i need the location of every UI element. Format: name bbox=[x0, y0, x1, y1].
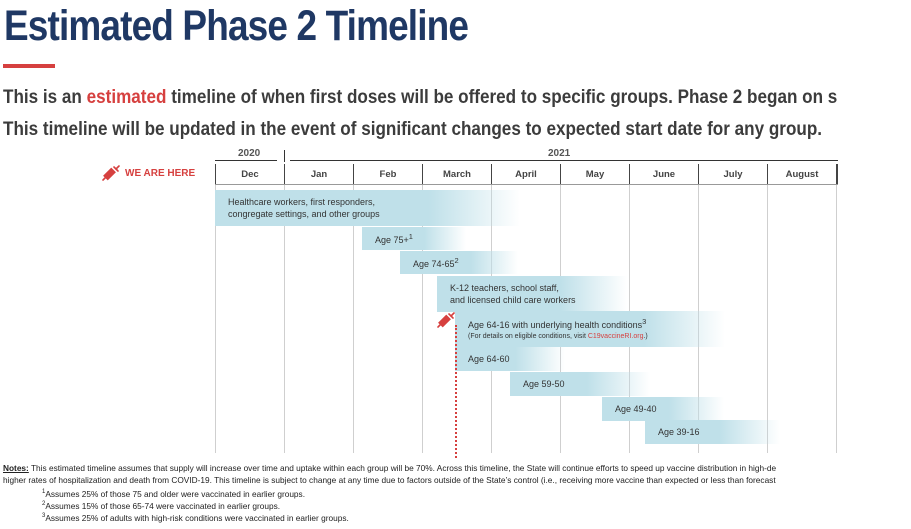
month-april: April bbox=[491, 164, 560, 185]
year-2021: 2021 bbox=[548, 148, 571, 159]
intro-highlight: estimated bbox=[86, 87, 167, 108]
footnote-3 bbox=[42, 513, 349, 523]
year-2020-line bbox=[215, 160, 277, 161]
month-may: May bbox=[560, 164, 629, 185]
year-2021-line bbox=[290, 160, 838, 161]
bar-age-64-60-label: Age 64-60 bbox=[468, 354, 510, 364]
footnote-1-text: Assumes 25% of those 75 and older were vaccinated in earlier groups. bbox=[45, 489, 305, 499]
bar-age-39-16-label: Age 39-16 bbox=[658, 427, 700, 437]
bar-age-59-50 bbox=[510, 372, 650, 396]
we-are-here-marker bbox=[101, 164, 195, 182]
intro-line-1 bbox=[3, 87, 837, 109]
bar-healthcare-line1: Healthcare workers, first responders, bbox=[228, 197, 376, 207]
year-2020: 2020 bbox=[238, 148, 261, 159]
gridline bbox=[836, 185, 837, 453]
month-march: March bbox=[422, 164, 491, 185]
syringe-icon bbox=[101, 164, 121, 182]
footnote-ref-3: 3 bbox=[642, 316, 647, 326]
bar-age-49-40-label: Age 49-40 bbox=[615, 404, 657, 414]
month-header-rule bbox=[215, 184, 838, 185]
bar-age-64-60 bbox=[455, 347, 565, 371]
bar-age-74-65-label: Age 74-65 bbox=[413, 259, 455, 269]
notes-heading: Notes: bbox=[3, 463, 29, 473]
footnote-2-text: Assumes 15% of those 65-74 were vaccinated in earlier groups. bbox=[45, 501, 281, 511]
note-suffix: .) bbox=[643, 332, 648, 340]
title-underline bbox=[3, 64, 55, 68]
notes-block bbox=[3, 462, 776, 486]
bar-conditions-label: Age 64-16 with underlying health conditions bbox=[468, 319, 643, 330]
notes-line-2: higher rates of hospitalization and death from COVID-19. This timeline is subject to change at any time due to factors outside of the State’s control (i.e., receiving more vaccine than expected or less than forecast bbox=[3, 475, 776, 485]
bar-k12 bbox=[437, 276, 627, 312]
bar-age-64-16-conditions bbox=[455, 311, 725, 347]
bar-age-75 bbox=[362, 227, 466, 250]
year-divider bbox=[284, 150, 285, 162]
footnote-3-num: 3 bbox=[42, 513, 46, 520]
bar-age-75-label: Age 75+ bbox=[375, 235, 409, 245]
we-are-here-label: WE ARE HERE bbox=[125, 167, 196, 179]
footnote-3-text: Assumes 25% of adults with high-risk conditions were vaccinated in earlier groups. bbox=[45, 513, 349, 523]
month-june: June bbox=[629, 164, 698, 185]
month-header bbox=[215, 164, 836, 185]
bar-age-49-40 bbox=[602, 397, 724, 421]
current-date-dotted-line bbox=[455, 325, 457, 458]
month-jan: Jan bbox=[284, 164, 353, 185]
intro-suffix: timeline of when first doses will be offered to specific groups. Phase 2 began on s bbox=[171, 87, 838, 108]
c19vaccineri-link[interactable]: C19vaccineRI.org bbox=[587, 332, 644, 340]
footnote-1-num: 1 bbox=[42, 489, 46, 496]
intro-prefix: This is an bbox=[3, 87, 82, 108]
bar-healthcare-line2: congregate settings, and other groups bbox=[228, 209, 380, 219]
intro-line-2: This timeline will be updated in the event of significant changes to expected start date for any group. bbox=[3, 119, 823, 140]
bar-k12-line2: and licensed child care workers bbox=[450, 295, 576, 305]
footnote-ref-2: 2 bbox=[454, 256, 459, 265]
footnote-1 bbox=[42, 489, 305, 499]
month-dec: Dec bbox=[215, 164, 284, 185]
syringe-icon bbox=[436, 311, 456, 329]
page-title: Estimated Phase 2 Timeline bbox=[4, 2, 469, 50]
month-header-end bbox=[836, 164, 838, 185]
month-august: August bbox=[767, 164, 836, 185]
bar-conditions-note bbox=[468, 331, 725, 343]
month-feb: Feb bbox=[353, 164, 422, 185]
bar-age-39-16 bbox=[645, 420, 780, 444]
gridline bbox=[767, 185, 768, 453]
month-july: July bbox=[698, 164, 767, 185]
footnote-2 bbox=[42, 501, 280, 511]
note-prefix: (For details on eligible conditions, visit bbox=[468, 332, 588, 340]
footnote-ref-1: 1 bbox=[408, 232, 413, 241]
notes-line-1: This estimated timeline assumes that supply will increase over time and uptake within each group will be 70%. Across this timeline, the State will continue efforts to speed up vaccine distribution in high-de bbox=[28, 463, 777, 473]
bar-age-74-65 bbox=[400, 251, 518, 274]
bar-age-59-50-label: Age 59-50 bbox=[523, 379, 565, 389]
bar-k12-line1: K-12 teachers, school staff, bbox=[450, 283, 559, 293]
bar-healthcare bbox=[215, 190, 520, 226]
footnote-2-num: 2 bbox=[42, 501, 46, 508]
